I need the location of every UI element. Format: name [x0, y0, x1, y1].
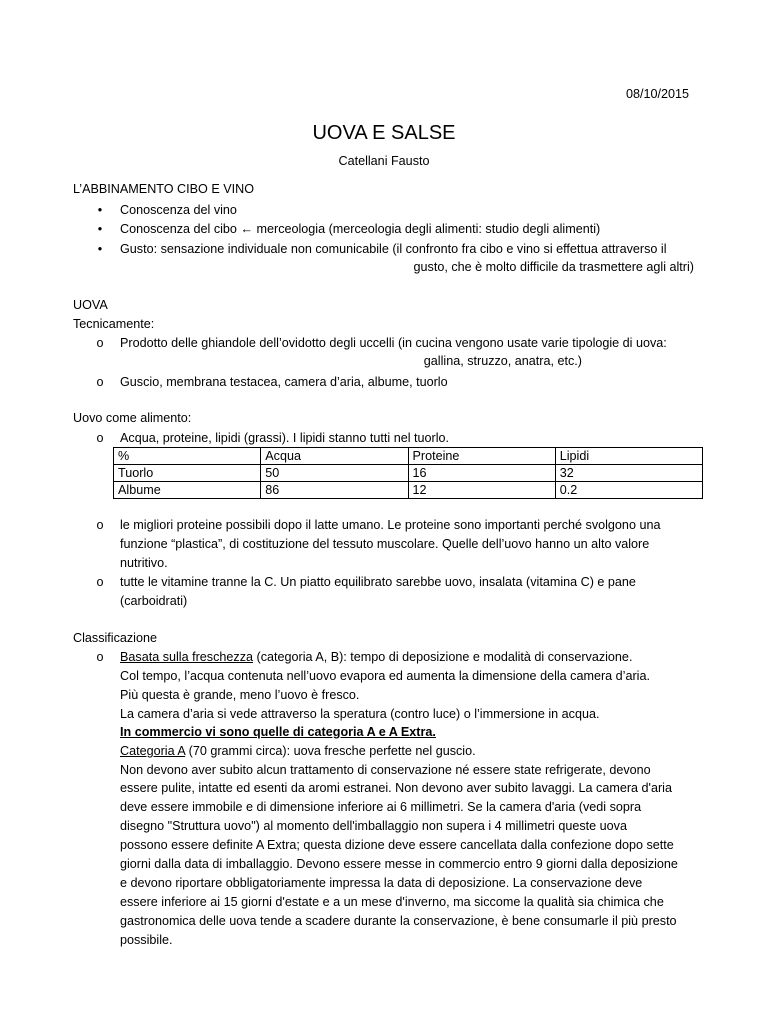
paragraph-line: gastronomica delle uova tende a scadere durante la conservazione, è bene consumarle il più presto — [120, 914, 677, 928]
table-row — [114, 482, 703, 499]
bullet-icon: • — [97, 203, 103, 217]
table-cell: 32 — [555, 465, 702, 482]
subheading-tecnicamente: Tecnicamente: — [73, 317, 155, 331]
classificazione-first-line — [120, 648, 632, 666]
list-item: Conoscenza del vino — [120, 203, 237, 217]
paragraph-line: tutte le vitamine tranne la C. Un piatto equilibrato sarebbe uovo, insalata (vitamina C) e pane — [120, 575, 636, 589]
paragraph-line: e devono riportare obbligatoriamente impressa la data di deposizione. La conservazione deve — [120, 876, 643, 890]
commercio-note: In commercio vi sono quelle di categoria A e A Extra. — [120, 725, 436, 739]
list-item-continuation: gusto, che è molto difficile da trasmettere agli altri) — [413, 260, 694, 274]
circle-bullet-icon: o — [96, 375, 104, 389]
circle-bullet-icon: o — [96, 431, 104, 445]
paragraph-line: possono essere definite A Extra; questa dizione deve essere cancellata dalla confezione dopo sette — [120, 838, 674, 852]
paragraph-line: essere pulite, intatte ed esenti da aromi estranei. Non devono aver subito lavaggi. La camera d'aria — [120, 781, 672, 795]
paragraph-line: Col tempo, l’acqua contenuta nell’uovo evapora ed aumenta la dimensione della camera d’aria. — [120, 669, 650, 683]
list-item: Conoscenza del cibo ← merceologia (merceologia degli alimenti: studio degli alimenti) — [120, 222, 601, 236]
section-heading-classificazione: Classificazione — [73, 631, 157, 645]
paragraph-line: nutritivo. — [120, 556, 168, 570]
nutrition-table — [113, 447, 703, 499]
paragraph-line: disegno "Struttura uovo") al momento dell'imballaggio non supera i 4 millimetri queste uova — [120, 819, 627, 833]
alimento-intro: Acqua, proteine, lipidi (grassi). I lipidi stanno tutti nel tuorlo. — [120, 431, 450, 445]
circle-bullet-icon: o — [96, 575, 104, 589]
list-item: Guscio, membrana testacea, camera d’aria, albume, tuorlo — [120, 375, 448, 389]
bullet-icon: • — [97, 242, 103, 256]
table-cell: 12 — [408, 482, 555, 499]
bullet-icon: • — [97, 222, 103, 236]
list-item: Prodotto delle ghiandole dell’ovidotto degli uccelli (in cucina vengono usate varie tipologie di uova: — [120, 336, 667, 350]
list-item-continuation: gallina, struzzo, anatra, etc.) — [423, 354, 582, 368]
circle-bullet-icon: o — [96, 336, 104, 350]
categoria-a-text: (70 grammi circa): uova fresche perfette nel guscio. — [185, 744, 476, 758]
paragraph-line: funzione “plastica”, di costituzione del tessuto muscolare. Quelle dell’uovo hanno un alto valore — [120, 537, 650, 551]
section-heading-abbinamento: L’ABBINAMENTO CIBO E VINO — [73, 182, 255, 196]
document-title: UOVA E SALSE — [312, 122, 456, 144]
paragraph-line: le migliori proteine possibili dopo il latte umano. Le proteine sono importanti perché svolgono una — [120, 518, 661, 532]
freschezza-label: Basata sulla freschezza — [120, 650, 254, 664]
table-header-cell: Proteine — [408, 448, 555, 465]
paragraph-line: (carboidrati) — [120, 594, 188, 608]
table-cell: 0.2 — [555, 482, 702, 499]
table-header-row — [114, 448, 703, 465]
table-cell: 50 — [261, 465, 408, 482]
paragraph-line: possibile. — [120, 933, 173, 947]
section-heading-alimento: Uovo come alimento: — [73, 411, 192, 425]
table-cell: Albume — [114, 482, 261, 499]
paragraph-line: deve essere immobile e di dimensione inferiore ai 6 millimetri. Se la camera d'aria (vedi sopra — [120, 800, 642, 814]
table-row — [114, 465, 703, 482]
paragraph-line: essere inferiore ai 15 giorni d'estate e a un mese d'inverno, ma siccome la qualità sia chimica che — [120, 895, 664, 909]
table-header-cell: Acqua — [261, 448, 408, 465]
paragraph-line: La camera d’aria si vede attraverso la speratura (contro luce) o l’immersione in acqua. — [120, 707, 600, 721]
circle-bullet-icon: o — [96, 518, 104, 532]
table-cell: 16 — [408, 465, 555, 482]
paragraph-line: Più questa è grande, meno l’uovo è fresco. — [120, 688, 360, 702]
document-date: 08/10/2015 — [626, 87, 690, 101]
categoria-a-label: Categoria A — [120, 744, 186, 758]
table-cell: 86 — [261, 482, 408, 499]
categoria-a-line — [120, 742, 476, 760]
table-header-cell: % — [114, 448, 261, 465]
section-heading-uova: UOVA — [73, 298, 108, 312]
table-header-cell: Lipidi — [555, 448, 702, 465]
freschezza-text: (categoria A, B): tempo di deposizione e modalità di conservazione. — [253, 650, 633, 664]
table-cell: Tuorlo — [114, 465, 261, 482]
paragraph-line: Non devono aver subito alcun trattamento di conservazione né essere state refrigerate, devono — [120, 763, 651, 777]
circle-bullet-icon: o — [96, 650, 104, 664]
document-author: Catellani Fausto — [338, 154, 430, 168]
list-item: Gusto: sensazione individuale non comunicabile (il confronto fra cibo e vino si effettua attraverso il — [120, 242, 667, 256]
paragraph-line: giorni dalla data di imballaggio. Devono essere messe in commercio entro 9 giorni dalla deposizione — [120, 857, 678, 871]
